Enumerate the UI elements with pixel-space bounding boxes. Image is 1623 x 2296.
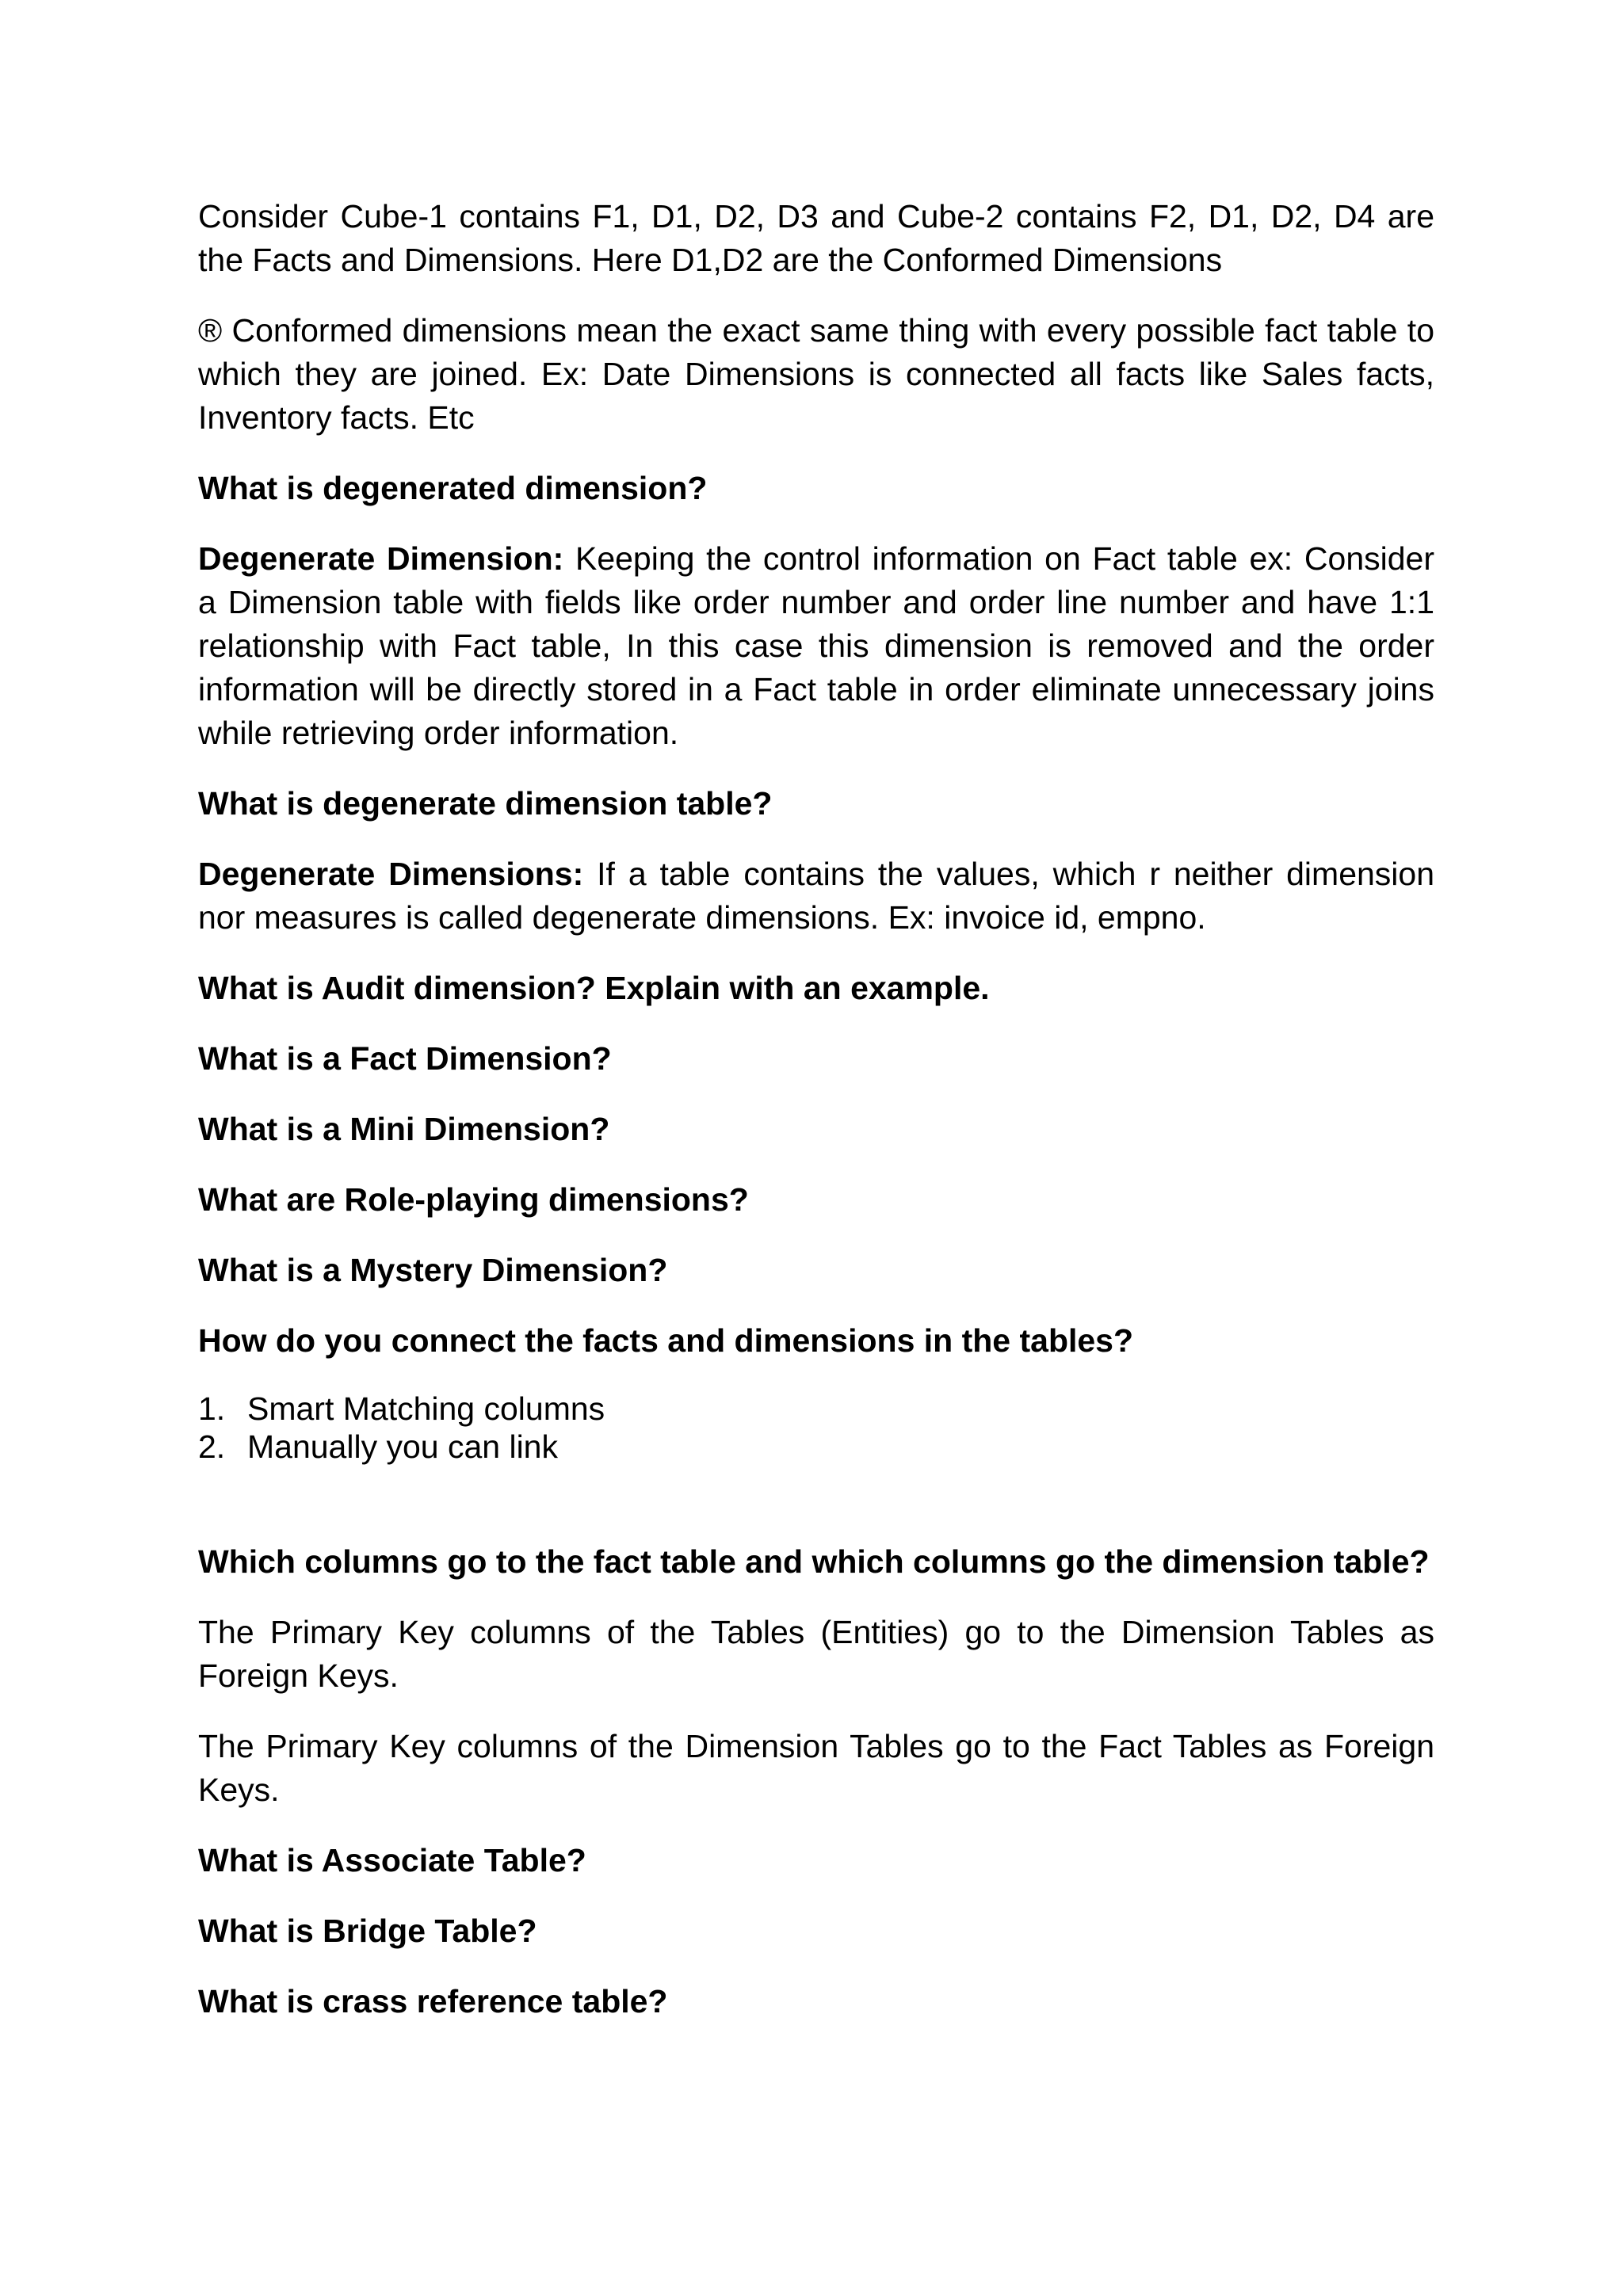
list-item-text: Smart Matching columns: [247, 1390, 605, 1427]
question-audit-dimension: What is Audit dimension? Explain with an example.: [198, 970, 990, 1006]
question-bridge-table: What is Bridge Table?: [198, 1913, 537, 1949]
connect-methods-list: [198, 1390, 1434, 1466]
spacer: [198, 1493, 1434, 1540]
question-mini-dimension: What is a Mini Dimension?: [198, 1111, 610, 1147]
term-degenerate-dimensions: Degenerate Dimensions:: [198, 856, 584, 892]
list-item: [198, 1390, 1434, 1428]
question-degenerate-dimension-table: What is degenerate dimension table?: [198, 785, 773, 822]
paragraph-degenerate-dimension: [198, 537, 1434, 755]
document-page: [198, 195, 1434, 2050]
definition-degenerate-dimension: Keeping the control information on Fact table ex: Consider a Dimension table with fields like order number and order line number and have 1:1 relationship with Fact table, In this case this dimension is removed and the order information will be directly stored in a Fact table in order eliminate unnecessary joins while retrieving order information.: [198, 540, 1434, 751]
question-crass-reference-table: What is crass reference table?: [198, 1983, 668, 2019]
question-degenerated-dimension: What is degenerated dimension?: [198, 470, 708, 506]
question-connect-facts-dimensions: How do you connect the facts and dimensions in the tables?: [198, 1322, 1134, 1359]
term-degenerate-dimension: Degenerate Dimension:: [198, 540, 564, 577]
paragraph-primary-key-dimensions: The Primary Key columns of the Dimension Tables go to the Fact Tables as Foreign Keys.: [198, 1728, 1434, 1808]
list-item-text: Manually you can link: [247, 1428, 558, 1465]
question-mystery-dimension: What is a Mystery Dimension?: [198, 1252, 668, 1288]
paragraph-cubes: Consider Cube-1 contains F1, D1, D2, D3 and Cube-2 contains F2, D1, D2, D4 are the Facts and Dimensions. Here D1,D2 are the Conformed Dimensions: [198, 198, 1434, 278]
list-item-number: 2.: [198, 1428, 226, 1465]
question-fact-dimension: What is a Fact Dimension?: [198, 1040, 612, 1077]
question-associate-table: What is Associate Table?: [198, 1842, 586, 1878]
question-role-playing-dimensions: What are Role-playing dimensions?: [198, 1181, 749, 1218]
list-item-number: 1.: [198, 1390, 226, 1427]
paragraph-degenerate-dimensions: [198, 852, 1434, 940]
list-item: [198, 1428, 1434, 1466]
definition-degenerate-dimensions: If a table contains the values, which r neither dimension nor measures is called degenerate dimensions. Ex: invoice id, empno.: [198, 856, 1435, 936]
question-which-columns: Which columns go to the fact table and which columns go the dimension table?: [198, 1543, 1430, 1580]
paragraph-primary-key-entities: The Primary Key columns of the Tables (Entities) go to the Dimension Tables as Foreign Keys.: [198, 1614, 1434, 1694]
paragraph-conformed-dimensions: ® Conformed dimensions mean the exact same thing with every possible fact table to which they are joined. Ex: Date Dimensions is connected all facts like Sales facts, Inventory facts. Etc: [198, 312, 1434, 436]
